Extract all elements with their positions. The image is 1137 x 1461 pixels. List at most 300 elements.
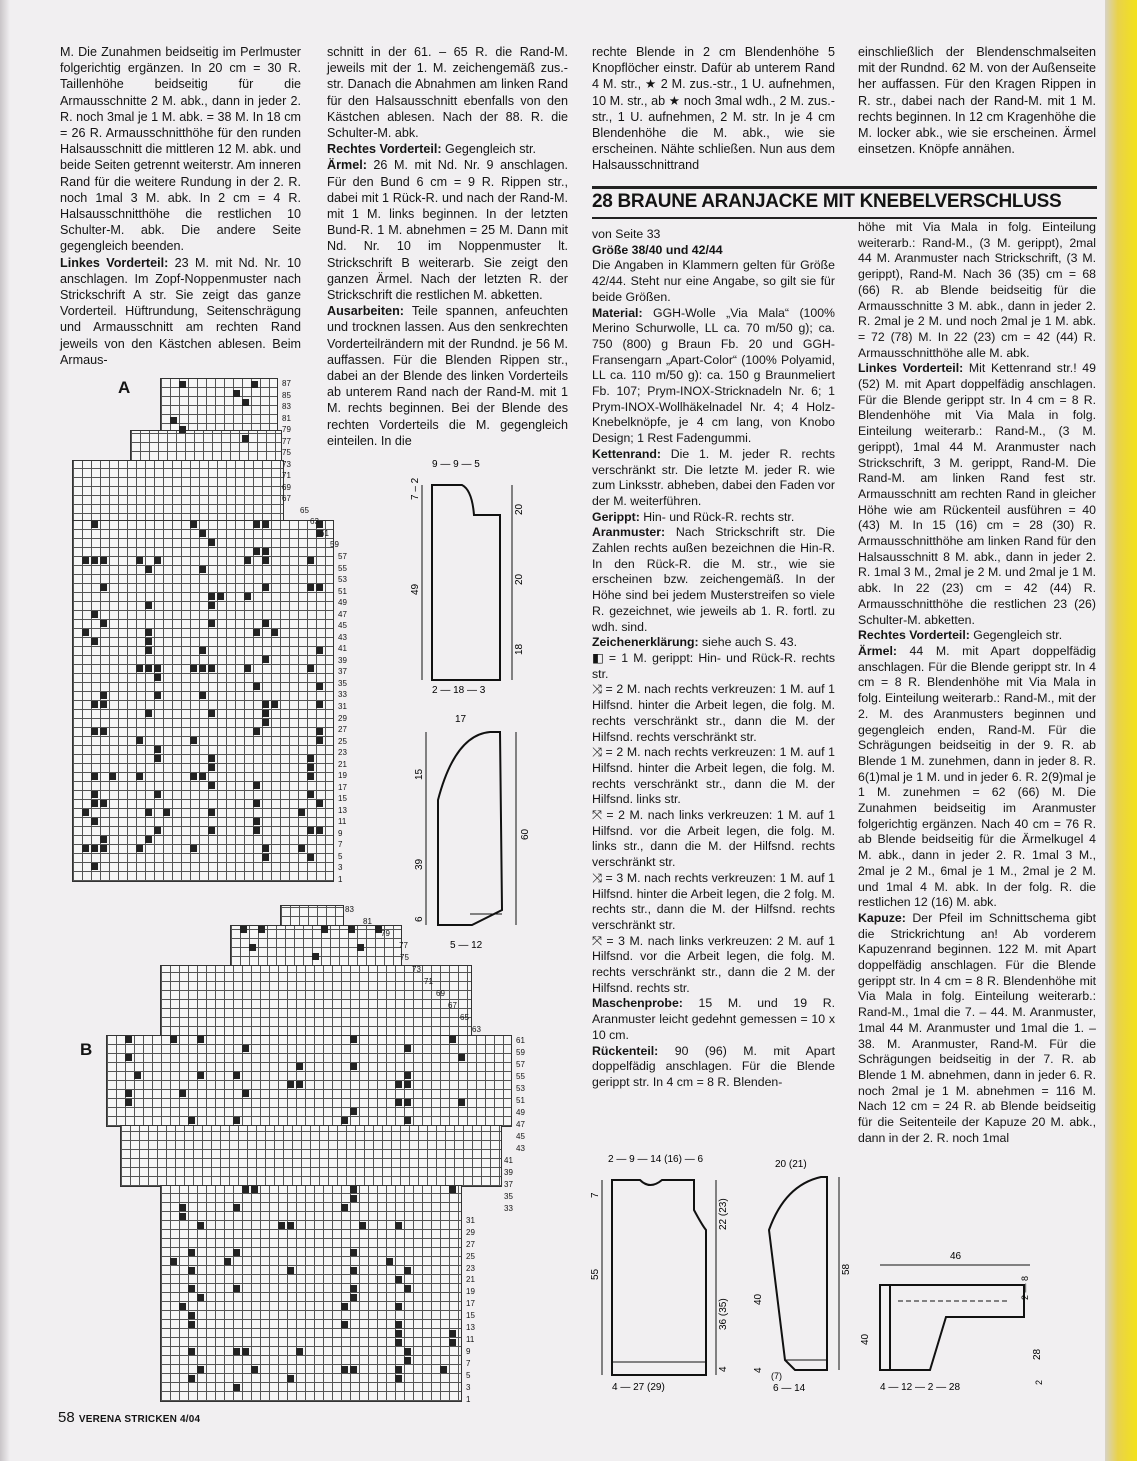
stitch-symbol [278, 1222, 285, 1229]
row-number: 67 [448, 1000, 457, 1010]
stitch-symbol [136, 737, 143, 744]
row-number: 87 [282, 379, 291, 388]
stitch-symbol [298, 809, 305, 816]
stitch-symbol [395, 1366, 402, 1373]
row-number: 37 [338, 667, 347, 677]
row-number: 79 [282, 425, 291, 435]
stitch-symbol [82, 809, 89, 816]
stitch-symbol [208, 755, 215, 762]
stitch-symbol [145, 647, 152, 654]
section-heading: Ärmel: [327, 158, 367, 173]
stitch-symbol [244, 557, 251, 564]
stitch-symbol [348, 926, 355, 933]
stitch-symbol [249, 944, 256, 951]
chart-a-grid-body [72, 517, 334, 882]
row-number: 83 [282, 402, 291, 412]
row-number: 21 [338, 759, 347, 769]
stitch-symbol [199, 566, 206, 573]
stitch-symbol [253, 782, 260, 789]
stitch-symbol [190, 521, 197, 528]
row-number: 77 [399, 940, 408, 950]
stitch-symbol [91, 818, 98, 825]
row-number: 7 [338, 840, 343, 850]
measure-top: 2 — 9 — 14 (16) — 6 [608, 1154, 704, 1165]
stitch-symbol [125, 1099, 132, 1106]
row-number: 35 [338, 678, 347, 688]
stitch-symbol [100, 836, 107, 843]
stitch-symbol [91, 638, 98, 645]
stitch-symbol [242, 399, 249, 406]
stitch-symbol [307, 584, 314, 591]
stitch-symbol [233, 390, 240, 397]
measure-length: 40 [753, 1293, 764, 1305]
stitch-symbol [307, 791, 314, 798]
stitch-symbol [307, 773, 314, 780]
row-number: 9 [466, 1347, 471, 1357]
row-number: 53 [338, 575, 347, 585]
stitch-symbol [233, 1384, 240, 1391]
stitch-symbol [82, 629, 89, 636]
measure-total: 58 [841, 1263, 852, 1275]
row-number: 13 [338, 805, 347, 815]
outline [769, 1177, 827, 1370]
stitch-symbol [296, 1348, 303, 1355]
stitch-symbol [386, 1258, 393, 1265]
row-number: 79 [381, 928, 390, 938]
stitch-symbol [188, 1375, 195, 1382]
row-number: 3 [466, 1383, 471, 1393]
pattern-heading: 28 BRAUNE ARANJACKE MIT KNEBELVERSCHLUSS [592, 186, 1097, 219]
row-number: 63 [310, 517, 319, 527]
stitch-symbol [242, 1186, 249, 1193]
legend-item: ⤧ = 2 M. nach links verkreuzen: 1 M. auf 1 Hilfsnd. vor die Arbeit legen, die folg. M. links str., dann die M. der Hilfsnd. rechts verschränkt str. [592, 808, 835, 870]
stitch-symbol [253, 521, 260, 528]
stitch-symbol [208, 620, 215, 627]
stitch-symbol [404, 1348, 411, 1355]
paragraph: Gerippt: Hin- und Rück-R. rechts str. [592, 509, 795, 524]
row-number: 77 [282, 436, 291, 446]
stitch-symbol [91, 863, 98, 870]
measure-top: 20 (21) [775, 1159, 807, 1170]
row-number: 25 [338, 736, 347, 746]
outline [880, 1285, 1024, 1370]
measure-edge: 2 [1034, 1379, 1044, 1385]
stitch-symbol [395, 1081, 402, 1088]
stitch-symbol [404, 1045, 411, 1052]
row-number: 55 [516, 1072, 525, 1082]
stitch-symbol [262, 656, 269, 663]
stitch-symbol [341, 1303, 348, 1310]
stitch-symbol [395, 1375, 402, 1382]
hood-schema [860, 1245, 1060, 1395]
stitch-symbol [188, 1348, 195, 1355]
row-number: 45 [516, 1132, 525, 1142]
row-number: 31 [338, 701, 347, 711]
stitch-symbol [321, 926, 328, 933]
stitch-symbol [404, 1267, 411, 1274]
paragraph: Kapuze: Der Pfeil im Schnittschema gibt die Strickrichtung an! Ab vorderem Kapuzenrand beginnen. 122 M. mit Apart doppelfädig anschlagen. Für die Blende gerippt str. In 4 cm = 8 R. Blendenhöhe mit Via Mala in folg. Einteilung weiterarb.: Rand-M., 1mal die 7. – 44. M. Aranmuster, 1mal 44 M. Aranmuster und 1mal die 1. – 38. M. Aranmuster, Rand-M. Für die Schrägungen beidseitig in der 7. R. ab Blende 1 M. abnehmen, dann in jeder 6. R. noch 2mal je 1 M. abnehmen = 116 M. Nach 12 cm = 24 R. ab Blende beidseitig für die Seitenteile der Kapuze 20 M. abk., dann in der 2. R. noch 1mal [858, 910, 1096, 1145]
paragraph: Die Angaben in Klammern gelten für Größe 42/44. Steht nur eine Angabe, so gilt sie für beide Größen. [592, 258, 835, 304]
front-piece-schema [410, 455, 550, 695]
row-number: 83 [345, 905, 354, 914]
stitch-symbol [154, 755, 161, 762]
chart-b-grid-body [160, 1185, 462, 1402]
measure-bottom: 4 — 27 (29) [612, 1382, 665, 1393]
stitch-symbol [287, 1375, 294, 1382]
paragraph: Kettenrand: Die 1. M. jeder R. rechts verschränkt str. Die letzte M. jeder R. wie zum Linksstr. abheben, dabei den Faden vor der M. weiterführen. [592, 446, 835, 508]
stitch-symbol [197, 1072, 204, 1079]
paragraph: Ausarbeiten: Teile spannen, anfeuchten und trocknen lassen. Aus den senkrechten Vorderteilrändern mit der Rundnd. je 56 M. auffassen. Für die Blenden Rippen str., dabei an der Blende des linken Vorderteils ab unterem Rand nach der Rand-M. mit 1 M. rechts beginnen. Bei der Blende des rechten Vorderteils die M. gegengleich einteilen. In die [327, 304, 568, 448]
chart-b-grid-top [280, 905, 344, 927]
row-number: 25 [466, 1251, 475, 1261]
paragraph: Rückenteil: 90 (96) M. mit Apart doppelfädig anschlagen. Für die Blende gerippt str. In 4 cm = 8 R. Blenden- [592, 1043, 835, 1089]
row-number: 1 [338, 875, 343, 884]
row-number: 65 [300, 505, 309, 515]
row-number: 39 [504, 1167, 513, 1177]
stitch-symbol [91, 800, 98, 807]
stitch-symbol [307, 827, 314, 834]
row-number: 61 [516, 1036, 525, 1046]
stitch-symbol [350, 1036, 357, 1043]
stitch-symbol [262, 710, 269, 717]
stitch-symbol [91, 728, 98, 735]
row-number: 71 [424, 976, 433, 986]
row-number: 71 [282, 471, 291, 481]
magazine-edge [1105, 0, 1137, 1461]
stitch-symbol [188, 1321, 195, 1328]
row-number: 11 [466, 1335, 475, 1345]
stitch-symbol [208, 827, 215, 834]
row-number: 17 [338, 782, 347, 792]
paragraph: Rechtes Vorderteil: Gegengleich str. [858, 628, 1063, 643]
text-column-3 [592, 44, 835, 174]
stitch-symbol [190, 665, 197, 672]
stitch-symbol [136, 557, 143, 564]
stitch-symbol [190, 845, 197, 852]
row-number: 15 [338, 794, 347, 804]
stitch-symbol [100, 692, 107, 699]
stitch-symbol [262, 548, 269, 555]
row-number: 37 [504, 1179, 513, 1189]
stitch-symbol [404, 1072, 411, 1079]
stitch-symbol [100, 557, 107, 564]
stitch-symbol [100, 584, 107, 591]
stitch-symbol [262, 845, 269, 852]
stitch-symbol [109, 773, 116, 780]
stitch-symbol [179, 1303, 186, 1310]
stitch-symbol [395, 1339, 402, 1346]
stitch-symbol [125, 1054, 132, 1061]
stitch-symbol [316, 584, 323, 591]
row-number: 13 [466, 1323, 475, 1333]
legend-item: ⤧ = 3 M. nach links verkreuzen: 2 M. auf 1 Hilfsnd. vor die Arbeit legen, die folg. M. rechts verschränkt str., dann die 2 M. der Hilfsnd. rechts str. [592, 933, 835, 995]
stitch-symbol [395, 1303, 402, 1310]
stitch-symbol [190, 773, 197, 780]
stitch-symbol [188, 1267, 195, 1274]
stitch-symbol [208, 665, 215, 672]
row-number: 21 [466, 1275, 475, 1285]
measure-bottom: 6 — 14 [773, 1383, 806, 1394]
stitch-symbol [395, 1321, 402, 1328]
section-heading: Linkes Vorderteil: [60, 255, 169, 270]
stitch-symbol [145, 665, 152, 672]
stitch-symbol [341, 1117, 348, 1124]
paragraph: Linkes Vorderteil: 23 M. mit Nd. Nr. 10 anschlagen. Im Zopf-Noppenmuster nach Strickschrift A str. Sie zeigt das ganze Vorderteil. Hüftrundung, Seitenschrägung und Armausschnitt am rechten Rand jeweils von den Kästchen ablesen. Beim Armaus- [60, 255, 301, 367]
paragraph: Rechtes Vorderteil: Gegengleich str. [327, 142, 537, 157]
stitch-symbol [298, 845, 305, 852]
chart-a-label: A [118, 378, 131, 397]
stitch-symbol [307, 665, 314, 672]
measure-height: 40 [860, 1333, 871, 1345]
row-number: 51 [338, 586, 347, 596]
row-number: 51 [516, 1096, 525, 1106]
page-gutter-shadow [0, 0, 10, 1461]
garter-stitch-icon: ◧ [592, 650, 604, 665]
stitch-symbol [188, 1312, 195, 1319]
stitch-symbol [244, 593, 251, 600]
stitch-symbol [197, 1366, 204, 1373]
row-number: 57 [338, 552, 347, 562]
row-number: 41 [504, 1155, 513, 1165]
measure-cuff: 6 [414, 916, 425, 922]
row-number: 27 [466, 1239, 475, 1249]
paragraph: von Seite 33 [592, 227, 661, 241]
paragraph: M. Die Zunahmen beidseitig im Perlmuster folgerichtig ergänzen. In 20 cm = 30 R. Taillenhöhe beidseitig für die Armausschnitte 2 M. abk., dann in jeder 2. R. noch 3mal je 1 M. abk. = 38 M. In 18 cm = 26 R. Armausschnitthöhe für den runden Halsausschnitt die mittleren 12 M. abk. und beide Seiten getrennt weiterstr. Am inneren Rand für die weitere Rundung in der 2. R. noch 1mal 3 M. abk. In 2 cm = 4 R. Halsausschnitthöhe die restlichen 10 Schulter-M. abk. Die andere Seite gegengleich beenden. [60, 45, 301, 254]
row-number: 11 [338, 817, 347, 827]
stitch-symbol [350, 1249, 357, 1256]
stitch-symbol [316, 728, 323, 735]
stitch-symbol [350, 1195, 357, 1202]
row-number: 17 [466, 1299, 475, 1309]
stitch-symbol [145, 710, 152, 717]
row-number: 45 [338, 621, 347, 631]
stitch-symbol [404, 1099, 411, 1106]
cross-right-purl-icon: ⤨ [592, 745, 602, 760]
stitch-symbol [395, 1222, 402, 1229]
stitch-symbol [179, 1213, 186, 1220]
paragraph: rechte Blende in 2 cm Blendenhöhe 5 Knopflöcher einstr. Dafür ab unterem Rand 4 M. str., ★ 2 M. zus.-str., 1 U. aufnehmen, 10 M. str., ab ★ noch 3mal wdh., 2 M. zus.-str., 1 U. aufnehmen, 2 M. str. In je 4 cm Blendenhöhe die M. abk., wie sie erscheinen. Nähte schließen. Nun aus dem Halsausschnittrand [592, 45, 835, 173]
stitch-symbol [163, 809, 170, 816]
stitch-symbol [100, 728, 107, 735]
row-number: 7 [466, 1359, 471, 1369]
measure-neck: 7 – 2 [410, 477, 421, 500]
stitch-symbol [208, 764, 215, 771]
row-number: 57 [516, 1060, 525, 1070]
stitch-symbol [82, 845, 89, 852]
row-number: 61 [320, 528, 329, 538]
measure-total: 60 [520, 828, 531, 840]
stitch-symbol [404, 1285, 411, 1292]
stitch-symbol [170, 1036, 177, 1043]
text-column-4 [858, 44, 1096, 157]
stitch-symbol [145, 566, 152, 573]
stitch-symbol [253, 818, 260, 825]
legend-item: ◧ = 1 M. gerippt: Hin- und Rück-R. rechts str. [592, 650, 835, 681]
stitch-symbol [262, 557, 269, 564]
measure-mid: 20 [514, 573, 525, 585]
row-number: 27 [338, 725, 347, 735]
stitch-symbol [316, 800, 323, 807]
stitch-symbol [154, 746, 161, 753]
stitch-symbol [258, 926, 265, 933]
cross-left-icon: ⤧ [592, 808, 602, 823]
stitch-symbol [341, 1366, 348, 1373]
row-number: 73 [282, 459, 291, 469]
stitch-symbol [125, 1036, 132, 1043]
stitch-symbol [217, 593, 224, 600]
stitch-symbol [262, 854, 269, 861]
paragraph: Größe 38/40 und 42/44 [592, 242, 723, 257]
stitch-symbol [233, 1249, 240, 1256]
row-number: 73 [412, 964, 421, 974]
stitch-symbol [154, 827, 161, 834]
row-number: 55 [338, 563, 347, 573]
outline [612, 1180, 706, 1375]
stitch-symbol [91, 773, 98, 780]
stitch-symbol [154, 674, 161, 681]
stitch-symbol [208, 602, 215, 609]
chart-b-label: B [80, 1040, 93, 1059]
stitch-symbol [251, 1366, 258, 1373]
stitch-symbol [179, 426, 186, 433]
stitch-symbol [199, 773, 206, 780]
text-column-5 [592, 227, 835, 1091]
text-column-6 [858, 220, 1096, 1146]
stitch-symbol [350, 1063, 357, 1070]
stitch-symbol [154, 692, 161, 699]
stitch-symbol [316, 827, 323, 834]
stitch-symbol [208, 809, 215, 816]
stitch-symbol [199, 692, 206, 699]
stitch-symbol [100, 800, 107, 807]
measure-neck: 7 [590, 1192, 601, 1198]
paragraph: schnitt in der 61. – 65 R. die Rand-M. jeweils mit der 1. M. zeichengemäß zus.-str. Danach die Abnahmen am linken Rand für den Halsausschnitt ebenfalls von den Kästchen ablesen. Nach der 88. R. die Schulter-M. abk. [327, 45, 568, 141]
measure-side: 2 — 8 [1020, 1275, 1030, 1300]
page-number: 58 [58, 1409, 75, 1426]
cross-right-icon: ⤨ [592, 682, 602, 697]
stitch-symbol [224, 1258, 231, 1265]
stitch-symbol [91, 611, 98, 618]
measure-height: 49 [410, 583, 421, 595]
stitch-symbol [100, 701, 107, 708]
chart-a-grid-upper [72, 460, 284, 524]
stitch-symbol [100, 620, 107, 627]
stitch-symbol [316, 683, 323, 690]
stitch-symbol [100, 845, 107, 852]
stitch-symbol [154, 557, 161, 564]
row-number: 81 [363, 916, 372, 926]
stitch-symbol [287, 1081, 294, 1088]
row-number: 5 [338, 851, 343, 861]
paragraph: Maschenprobe: 15 M. und 19 R. Aranmuster leicht gedehnt gemessen = 10 x 10 cm. [592, 996, 835, 1042]
section-heading: Rechtes Vorderteil: [327, 142, 442, 157]
stitch-symbol [208, 782, 215, 789]
measure-top: 9 — 9 — 5 [432, 459, 480, 470]
paragraph: höhe mit Via Mala in folg. Einteilung weiterarb.: Rand-M., (3 M. gerippt), 2mal 44 M. Aranmuster nach Strickschrift, (3 M. gerippt), Rand-M. Nach 36 (35) cm = 68 (66) R. ab Blende beidseitig für die Armausschnitte 3 M. abk., dann in jeder 2. R. 2mal je 2 M. und noch 2mal je 1 M. abk. = 72 (78) M. In 22 (23) cm = 42 (44) R. Armausschnitthöhe alle M. abk. [858, 220, 1096, 360]
measure-cap: 15 [414, 768, 425, 780]
row-number: 69 [436, 988, 445, 998]
stitch-symbol [404, 1357, 411, 1364]
stitch-symbol [253, 800, 260, 807]
row-number: 81 [282, 413, 291, 423]
row-number: 69 [282, 482, 291, 492]
stitch-symbol [125, 1090, 132, 1097]
paragraph: Material: GGH-Wolle „Via Mala“ (100% Merino Schurwolle, LL ca. 70 m/50 g); ca. 750 (800) g Braun Fb. 20 und GGH-Fransengarn „Apart-Color“ (100% Polyamid, LL ca. 110 m/50 g): ca. 150 g Braunmeliert Fb. 107; Prym-INOX-Stricknadeln Nr. 6; 1 Prym-INOX-Wollhäkelnadel Nr. 4; 4 Holz-Knebelknöpfe, je 4 cm lang, von Knobo Design; 1 Rest Fadengummi. [592, 305, 835, 446]
paragraph: Ärmel: 26 M. mit Nd. Nr. 9 anschlagen. Für den Bund 6 cm = 9 R. Rippen str., dabei mit 1 Rück-R. und nach der Rand-M. mit 1 M. links beginnen. In der letzten Bund-R. 1 M. abnehmen = 25 M. Dann mit Nd. Nr. 10 im Noppenmuster lt. Strickschrift B weiterarb. Sie zeigt den ganzen Ärmel. Nach der letzten R. der Strickschrift die restlichen M. abketten. [327, 158, 568, 303]
stitch-symbol [199, 530, 206, 537]
legend-item: ⤨ = 3 M. nach rechts verkreuzen: 1 M. auf 1 Hilfsnd. hinter die Arbeit legen, die 2 folg. M. rechts str., dann die M. der Hilfsnd. rechts verschränkt str. [592, 870, 835, 932]
paragraph: Zeichenerklärung: siehe auch S. 43. [592, 635, 798, 650]
row-number: 33 [504, 1203, 513, 1213]
stitch-symbol [251, 381, 258, 388]
measure-note: (7) [771, 1371, 782, 1381]
row-number: 67 [282, 494, 291, 504]
row-number: 47 [516, 1120, 525, 1130]
stitch-symbol [179, 1204, 186, 1211]
cross-3-left-icon: ⤧ [592, 933, 602, 948]
chart-b-grid-mid [160, 965, 472, 1037]
stitch-symbol [208, 593, 215, 600]
paragraph: einschließlich der Blendenschmalseiten mit der Rundnd. 62 M. von der Außenseite her auffassen. Für den Kragen Rippen in R. str., dabei nach der Rand-M. mit 1 M. rechts beginnen. In 12 cm Kragenhöhe die M. locker abk., wie sie erscheinen. Ärmel einsetzen. Knöpfe annähen. [858, 45, 1096, 157]
chart-b-grid-lower [120, 1125, 502, 1187]
stitch-symbol [251, 1186, 258, 1193]
stitch-symbol [262, 701, 269, 708]
text-column-1 [60, 44, 301, 368]
stitch-symbol [271, 629, 278, 636]
stitch-symbol [307, 557, 314, 564]
stitch-symbol [91, 791, 98, 798]
stitch-symbol [262, 719, 269, 726]
stitch-symbol [395, 1276, 402, 1283]
stitch-symbol [307, 764, 314, 771]
paragraph: Aranmuster: Nach Strickschrift str. Die Zahlen rechts außen bezeichnen die Hin-R. In den Rück-R. die M. str., wie sie erscheinen bzw. zeichengemäß. In der Höhe sind bei jedem Musterstreifen so viele R. gezeichnet, wie jeweils ab 1. R. fortl. zu wdh. sind. [592, 525, 835, 634]
stitch-symbol [312, 953, 319, 960]
measure-lower: 28 [1032, 1348, 1043, 1360]
stitch-symbol [350, 1366, 357, 1373]
row-number: 5 [466, 1371, 471, 1381]
stitch-symbol [307, 755, 314, 762]
sleeve-schema [410, 710, 550, 955]
measure-length: 39 [414, 858, 425, 870]
stitch-symbol [350, 1108, 357, 1115]
stitch-symbol [350, 1186, 357, 1193]
row-number: 53 [516, 1084, 525, 1094]
stitch-symbol [233, 1072, 240, 1079]
stitch-symbol [208, 539, 215, 546]
row-number: 31 [466, 1215, 475, 1225]
row-number: 85 [282, 390, 291, 400]
chart-a-grid-step [130, 430, 282, 462]
row-number: 47 [338, 609, 347, 619]
row-number: 75 [282, 448, 291, 458]
stitch-symbol [287, 1267, 294, 1274]
stitch-symbol [253, 827, 260, 834]
measure-hip: 18 [514, 643, 525, 655]
row-number: 43 [516, 1144, 525, 1154]
stitch-symbol [197, 1222, 204, 1229]
row-number: 59 [516, 1048, 525, 1058]
stitch-symbol [253, 548, 260, 555]
row-number: 29 [338, 713, 347, 723]
stitch-symbol [233, 1117, 240, 1124]
stitch-symbol [91, 557, 98, 564]
page-footer [58, 1409, 200, 1426]
section-heading: Ausarbeiten: [327, 304, 404, 319]
stitch-symbol [262, 584, 269, 591]
back-piece-schema [590, 1150, 750, 1395]
stitch-symbol [242, 1045, 249, 1052]
stitch-symbol [145, 629, 152, 636]
